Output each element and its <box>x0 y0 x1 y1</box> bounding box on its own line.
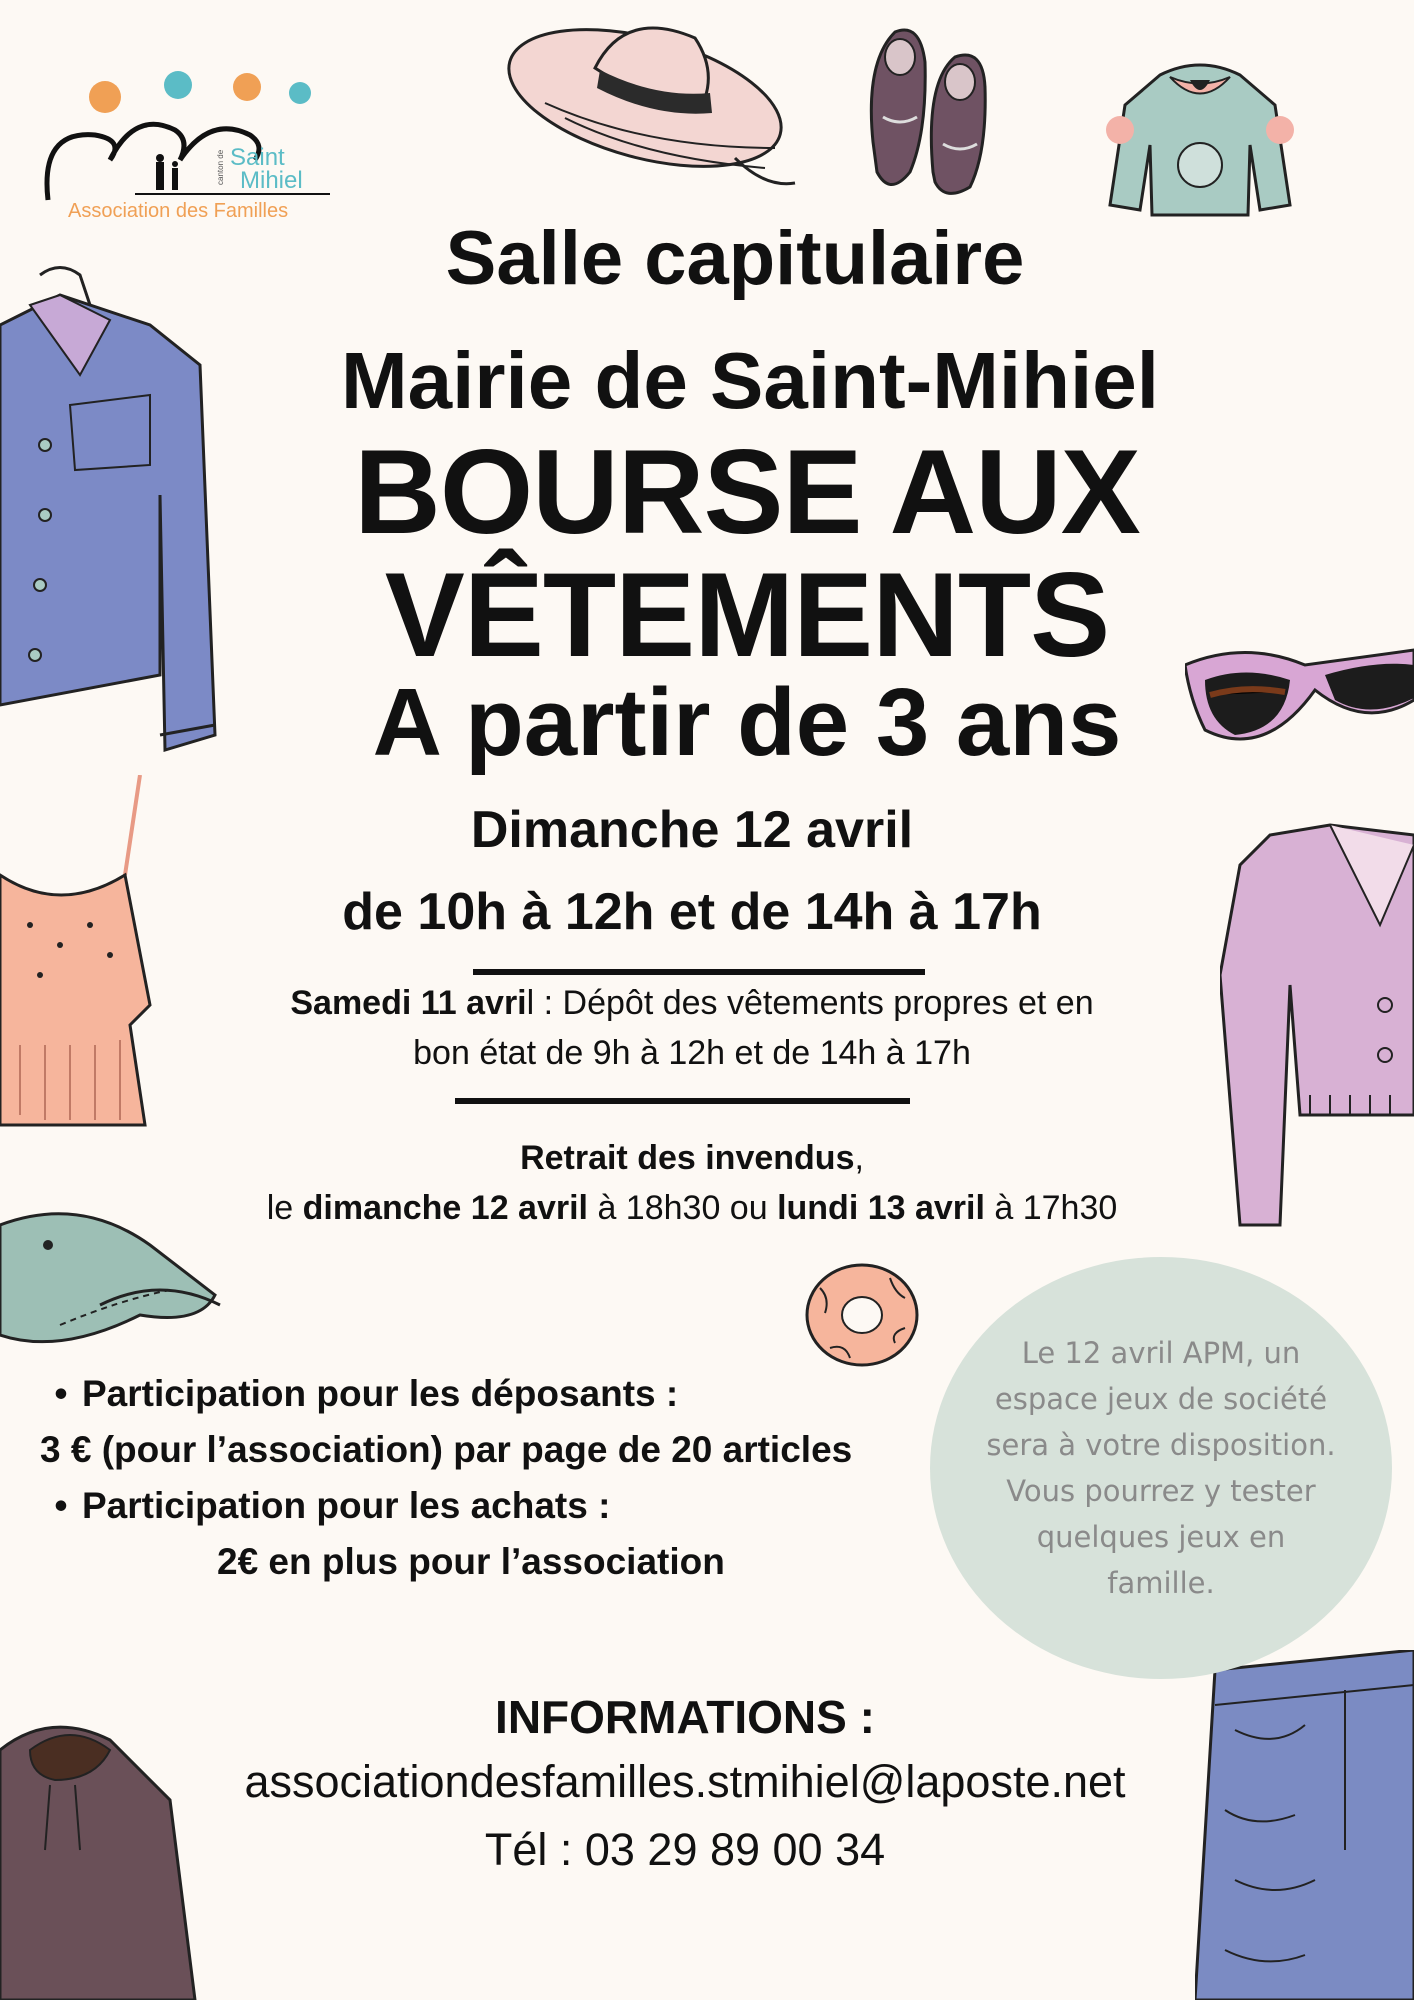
bubble-line: Le 12 avril APM, un <box>1021 1336 1301 1370</box>
games-bubble-text <box>955 1330 1367 1606</box>
retrait-info <box>0 1133 1384 1233</box>
scrunchie-illustration <box>800 1258 925 1373</box>
event-date: Dimanche 12 avril <box>470 801 914 859</box>
deposit-info <box>0 978 1384 1078</box>
bubble-line: quelques jeux en <box>1036 1520 1286 1554</box>
divider <box>455 1098 910 1104</box>
event-hours: de 10h à 12h et de 14h à 17h <box>342 883 1042 941</box>
participation-item-label: Participation pour les déposants : <box>82 1373 679 1414</box>
deposit-text-1: : Dépôt des vêtements propres et en <box>534 984 1094 1022</box>
bubble-line: famille. <box>1107 1566 1215 1600</box>
association-logo <box>40 60 340 230</box>
participation-item <box>40 1478 1000 1534</box>
loafers-illustration <box>865 22 990 197</box>
participation-item <box>40 1366 1000 1422</box>
retrait-end: à 17h30 <box>984 1189 1118 1227</box>
deposit-label-tail: l <box>526 984 535 1022</box>
logo-town-bottom: Mihiel <box>240 167 303 194</box>
deposit-text-2: bon état de 9h à 12h et de 14h à 17h <box>413 1034 971 1072</box>
sun-hat-illustration <box>505 8 805 208</box>
retrait-day-1: dimanche 12 avril <box>302 1189 588 1227</box>
retrait-le: le <box>266 1189 303 1227</box>
contact-phone[interactable]: Tél : 03 29 89 00 34 <box>484 1824 886 1875</box>
retrait-day-2: lundi 13 avril <box>777 1189 985 1227</box>
logo-org-name: Association des Familles <box>68 200 289 222</box>
deposit-label: Samedi 11 avri <box>290 984 527 1022</box>
canton-label: canton de <box>216 149 225 185</box>
bubble-line: espace jeux de société <box>994 1382 1328 1416</box>
participation-detail: 2€ en plus pour l’association <box>217 1541 725 1582</box>
logo-town-top: Saint <box>230 144 285 171</box>
informations-title: INFORMATIONS : <box>495 1691 875 1743</box>
participation-detail: 3 € (pour l’association) par page de 20 articles <box>40 1429 853 1470</box>
retrait-comma: , <box>854 1139 864 1177</box>
retrait-mid: à 18h30 ou <box>588 1189 778 1227</box>
retrait-title: Retrait des invendus <box>520 1139 855 1177</box>
participation-item-label: Participation pour les achats : <box>82 1485 611 1526</box>
bubble-line: sera à votre disposition. <box>986 1428 1336 1462</box>
mairie: Mairie de Saint-Mihiel <box>341 336 1159 425</box>
kids-sweatshirt-illustration <box>1100 55 1300 235</box>
divider <box>473 969 925 975</box>
venue: Salle capitulaire <box>445 216 1025 301</box>
participation-list <box>40 1366 1000 1590</box>
age-requirement: A partir de 3 ans <box>372 669 1122 776</box>
bubble-line: Vous pourrez y tester <box>1006 1474 1316 1508</box>
title-line-2: VÊTEMENTS <box>384 548 1110 682</box>
title-line-1: BOURSE AUX <box>354 425 1140 559</box>
contact-email[interactable]: associationdesfamilles.stmihiel@laposte.net <box>244 1756 1126 1807</box>
